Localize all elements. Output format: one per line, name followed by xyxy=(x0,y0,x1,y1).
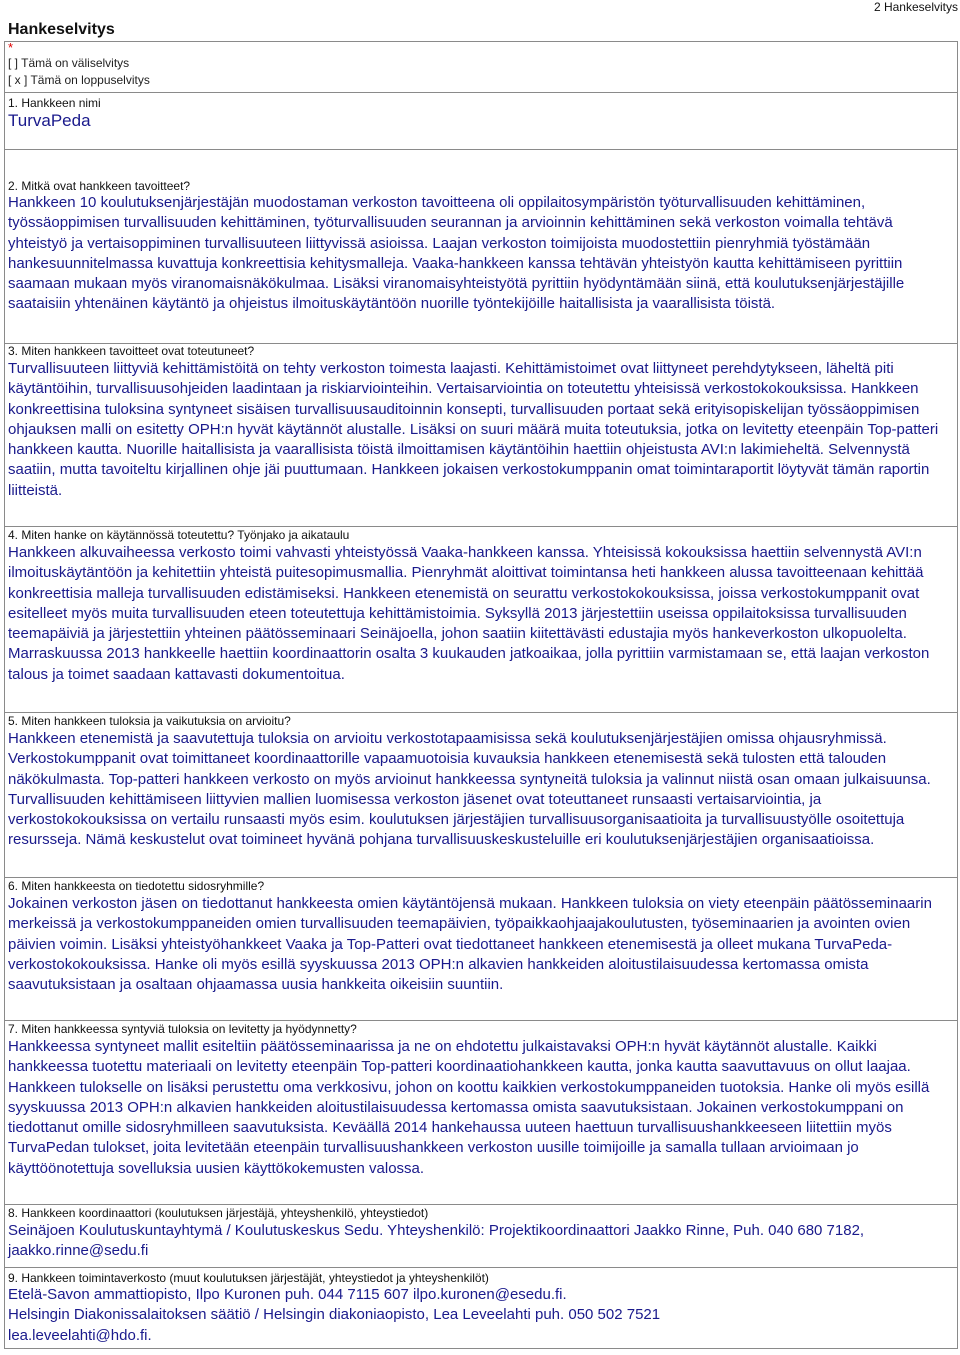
interim-report-checkbox[interactable]: [ ] Tämä on väliselvitys xyxy=(8,56,130,70)
section-label: 6. Miten hankkeesta on tiedotettu sidosryhmille? xyxy=(8,879,265,893)
section-implementation xyxy=(4,526,958,712)
section-dissemination xyxy=(4,1020,958,1204)
section-network xyxy=(4,1267,958,1349)
section-text: Hankkeen alkuvaiheessa verkosto toimi vahvasti yhteistyössä Vaaka-hankkeen kanssa. Yhteisissä kokouksissa haettiin selvennystä AVI:n ilmoituskäytäntöön ja kehitettiin yhteistä puitesopimusmallia. Pienryhmät aloittivat toimintansa heti hankkeen alussa tavoitteenaan kehittää konkreettisia malleja turvallisuuden edistämiseksi. Hankkeen etenemistä on seurattu verkostokokouksissa, joissa verkostokumppanit ovat esitelleet myös muita turvallisuuden eteen toteutettuja kehittämistoimia. Syksyllä 2013 järjestettiin useissa oppilaitoksissa turvallisuuden teemapäiviä ja järjestettiin yhteinen päätösseminaari Seinäjoella, johon saatiin kiitettävästi edustajia myös hankeverkoston ulkopuolelta. Marraskuussa 2013 hankkeelle haettiin koordinaattorin osalta 3 kuukauden jatkoaikaa, jolla pyrittiin varmistamaan se, että laajan verkoston talous ja toimet saadaan kattavasti dokumentoitua. xyxy=(8,544,930,683)
page-label: 2 Hankeselvitys xyxy=(873,0,958,14)
section-label: 4. Miten hanke on käytännössä toteutettu? Työnjako ja aikataulu xyxy=(8,528,350,542)
section-label: 2. Mitkä ovat hankkeen tavoitteet? xyxy=(8,179,191,193)
section-label: 8. Hankkeen koordinaattori (koulutuksen järjestäjä, yhteyshenkilö, yhteystiedot) xyxy=(8,1206,429,1220)
section-label: 7. Miten hankkeessa syntyviä tuloksia on levitetty ja hyödynnetty? xyxy=(8,1022,357,1036)
section-text: Turvallisuuteen liittyviä kehittämistöitä on tehty verkoston toimesta laajasti. Kehittämistoimet ovat liittyneet perehdytykseen, läheltä piti käytäntöihin, turvallisuusohjeiden laadintaan ja riskiarviointeihin. Vertaisarviointia on toteutettu yhteisissä verkostokokouksissa. Hankkeen konkreettisina tuloksina syntyneet sisäisen turvallisuusauditoinnin konsepti, turvallisuuden portaat sekä erityisopiskelijan työssäoppimisen ohjauksen malli on esitetty OPH:n hyvät käytännöt alustalle. Lisäksi on suuri määrä muita toteutuksia, jotka on levitetty eteenpäin Top-patteri hankkeen kautta. Nuorille haitallisista ja vaarallisista töistä ilmoittamisen käytäntöihin haettiin ohjeistusta AVI:n lakimieheltä. Selvennystä saatiin, mutta tavoiteltu kirjallinen ohje jäi puuttumaan. Hankkeen jokaisen verkostokumppanin omat toimintaraportit löytyvät tämän raportin liitteistä. xyxy=(8,360,939,499)
final-report-checkbox[interactable]: [ x ] Tämä on loppuselvitys xyxy=(8,73,150,87)
section-text: Hankkeessa syntyneet mallit esiteltiin päätösseminaarissa ja ne on ehdotettu julkaistavaksi OPH:n hyvät käytännöt alustalle. Kaikki hankkeessa tuotettu materiaali on levitetty eteenpäin Top-patteri koordinaatiohankkeen kautta, jonka kautta saavuttavuus on ollut laajaa. Hankkeen tulokselle on lisäksi perustettu oma verkkosivu, johon on koottu kaikkien verkostokumppaneiden tuotoksia. Hanke oli myös esillä syyskuussa 2013 OPH:n alkavien hankkeiden aloitustilaisuudessa kertomassa omista saavutuksistaan. Jokainen verkostokumppani on tiedottanut omille sidosryhmilleen saavutuksista. Keväällä 2014 hankehaussa uuteen haettuun turvallisuushankkeeseen liitettiin myös TurvaPedan tulokset, joita levitetään eteenpäin turvallisuushankkeen verkoston uusille toimijoille ja samalla tullaan arvioimaan jo käyttöönotettuja sovelluksia uusien käyttökokemusten valossa. xyxy=(8,1038,930,1177)
section-label: 9. Hankkeen toimintaverkosto (muut koulutuksen järjestäjät, yhteystiedot ja yhteyshenkilöt) xyxy=(8,1271,489,1285)
section-text: Seinäjoen Koulutuskuntayhtymä / Koulutuskeskus Sedu. Yhteyshenkilö: Projektikoordinaattori Jaakko Rinne, Puh. 040 680 7182, jaakko.rinne@sedu.fi xyxy=(8,1222,865,1260)
section-goals xyxy=(4,149,958,343)
section-label: 1. Hankkeen nimi xyxy=(8,96,101,110)
section-text: Hankkeen 10 koulutuksenjärjestäjän muodostaman verkoston tavoitteena oli oppilaitosympäristön työturvallisuuden kehittäminen, työssäoppimisen turvallisuuden kehittäminen, työturvallisuuden seurannan ja arvioinnin kehittäminen sekä verkoston voimalla tehtävä yhteistyö ja vertaisoppiminen turvallisuuteen liittyvissä asioissa. Laajan verkoston toimijoista muodostettiin pienryhmiä työstämään hankesuunnitelmassa kuvattuja konkreettisia kehitysmalleja. Vaaka-hankkeen kanssa tehtävän yhteistyön kautta kehittämiseen pyrittiin saamaan mukaan myös viranomaisnäkökulmaa. Lisäksi viranomaisyhteistyötä pyrittiin hyödyntämään siinä, että koulutuksenjärjestäjille saataisiin yhtenäinen käytäntö ja ohjeistus ilmoituskäytäntöön nuorille työntekijöille haitallisista ja vaarallisista töistä. xyxy=(8,194,905,313)
section-project-name xyxy=(4,92,958,149)
section-goals-achieved xyxy=(4,343,958,526)
section-label: 5. Miten hankkeen tuloksia ja vaikutuksia on arvioitu? xyxy=(8,714,291,728)
network-line: lea.leveelahti@hdo.fi. xyxy=(8,1326,152,1344)
required-mark: * xyxy=(8,40,14,55)
document-title: Hankeselvitys xyxy=(8,21,115,38)
network-line: Helsingin Diakonissalaitoksen säätiö / Helsingin diakoniaopisto, Lea Leveelahti puh. 050 502 7521 xyxy=(8,1306,661,1324)
project-name-value: TurvaPeda xyxy=(8,111,91,130)
section-coordinator xyxy=(4,1204,958,1267)
section-text: Jokainen verkoston jäsen on tiedottanut hankkeesta omien käytäntöjensä mukaan. Hankkeen tuloksia on viety eteenpäin päätösseminaarin merkeissä ja verkostokumppaneiden omien turvallisuuden teemapäivien, työpaikkaohjaajakoulutusten, työseminaarien ja avointen ovien päivien voimin. Lisäksi yhteistyöhankkeet Vaaka ja Top-Patteri ovat tiedottaneet hankkeen etenemisestä ja olleet mukana TurvaPeda-verkostokokouksissa. Hanke oli myös esillä syyskuussa 2013 OPH:n alkavien hankkeiden aloitustilaisuudessa kertomassa omista saavutuksistaan ja osaltaan ohjaamassa uusia hankkeita oikeisiin suuntiin. xyxy=(8,895,932,994)
section-communication xyxy=(4,877,958,1020)
section-evaluation xyxy=(4,712,958,877)
network-line: Etelä-Savon ammattiopisto, Ilpo Kuronen puh. 044 7115 607 ilpo.kuronen@esedu.fi. xyxy=(8,1286,567,1303)
section-text: Hankkeen etenemistä ja saavutettuja tuloksia on arvioitu verkostotapaamisissa sekä koulutuksenjärjestäjien omissa ohjausryhmissä. Verkostokumppanit ovat toimittaneet koordinaattorille vapaamuotoisia kuvauksia hankkeen etenemisestä sekä tulosten että talouden näkökulmasta. Top-patteri hankkeen verkosto on myös arvioinut hankkeessa syntyneitä tuloksia ja valinnut niistä osan omaan julkaisuunsa. Turvallisuuden kehittämiseen liittyvien mallien luomisessa verkoston jäsenet ovat toteuttaneet runsaasti vertaisarviointia, ja verkostokokouksissa on vertailu runsaasti myös esim. koulutuksen järjestäjien turvallisuusorganisaatioita ja turvallisuustyölle osoitettuja resursseja. Nämä keskustelut ovat toimineet hyvänä pohjana turvallisuuskeskusteluille eri koulutuksenjärjestäjien organisaatioissa. xyxy=(8,730,931,849)
section-label: 3. Miten hankkeen tavoitteet ovat toteutuneet? xyxy=(8,344,255,358)
